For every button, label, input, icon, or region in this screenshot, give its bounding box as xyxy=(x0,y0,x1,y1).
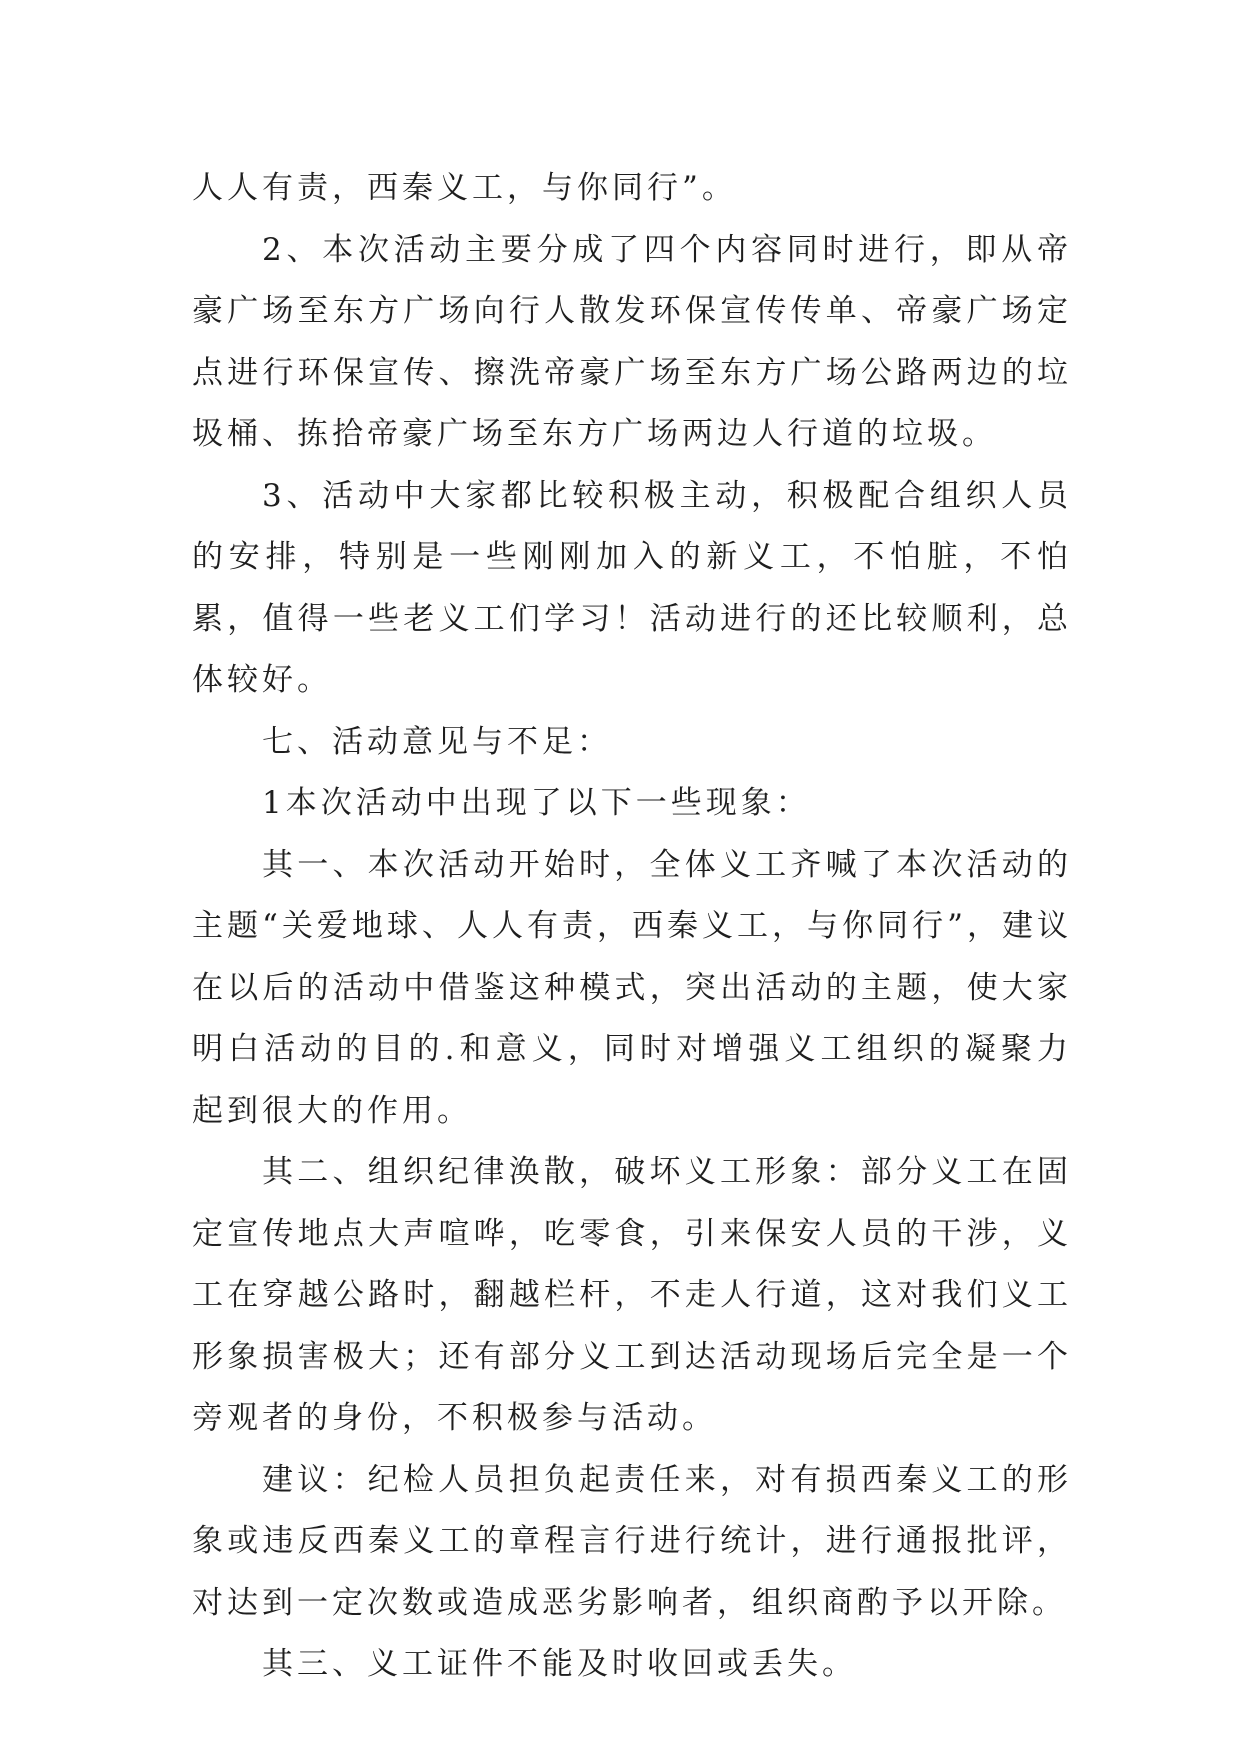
paragraph-point-one: 其一、本次活动开始时，全体义工齐喊了本次活动的主题“关爱地球、人人有责，西秦义工，与你同行”，建议在以后的活动中借鉴这种模式，突出活动的主题，使大家明白活动的目的.和意义，同时对增强义工组织的凝聚力起到很大的作用。 xyxy=(192,846,1072,1129)
paragraph-suggestion: 建议：纪检人员担负起责任来，对有损西秦义工的形象或违反西秦义工的章程言行进行统计，进行通报批评，对达到一定次数或造成恶劣影响者，组织商酌予以开除。 xyxy=(192,1461,1072,1621)
paragraph-continuation: 人人有责，西秦义工，与你同行”。 xyxy=(192,170,737,206)
paragraph-item-2: 2、本次活动主要分成了四个内容同时进行，即从帝豪广场至东方广场向行人散发环保宣传传单、帝豪广场定点进行环保宣传、擦洗帝豪广场至东方广场公路两边的垃圾桶、拣拾帝豪广场至东方广场两边人行道的垃圾。 xyxy=(192,231,1072,452)
paragraph-item-3: 3、活动中大家都比较积极主动，积极配合组织人员的安排，特别是一些刚刚加入的新义工，不怕脏，不怕累，值得一些老义工们学习！活动进行的还比较顺利，总体较好。 xyxy=(192,477,1072,698)
paragraph-phenomena-intro: 1本次活动中出现了以下一些现象： xyxy=(262,785,811,821)
section-heading-opinions: 七、活动意见与不足： xyxy=(262,723,612,760)
paragraph-point-three: 其三、义工证件不能及时收回或丢失。 xyxy=(262,1646,857,1682)
paragraph-point-two: 其二、组织纪律涣散，破坏义工形象：部分义工在固定宣传地点大声喧哗，吃零食，引来保安人员的干涉，义工在穿越公路时，翻越栏杆，不走人行道，这对我们义工形象损害极大；还有部分义工到达活动现场后完全是一个旁观者的身份，不积极参与活动。 xyxy=(192,1154,1072,1436)
document-page xyxy=(192,158,1072,1696)
